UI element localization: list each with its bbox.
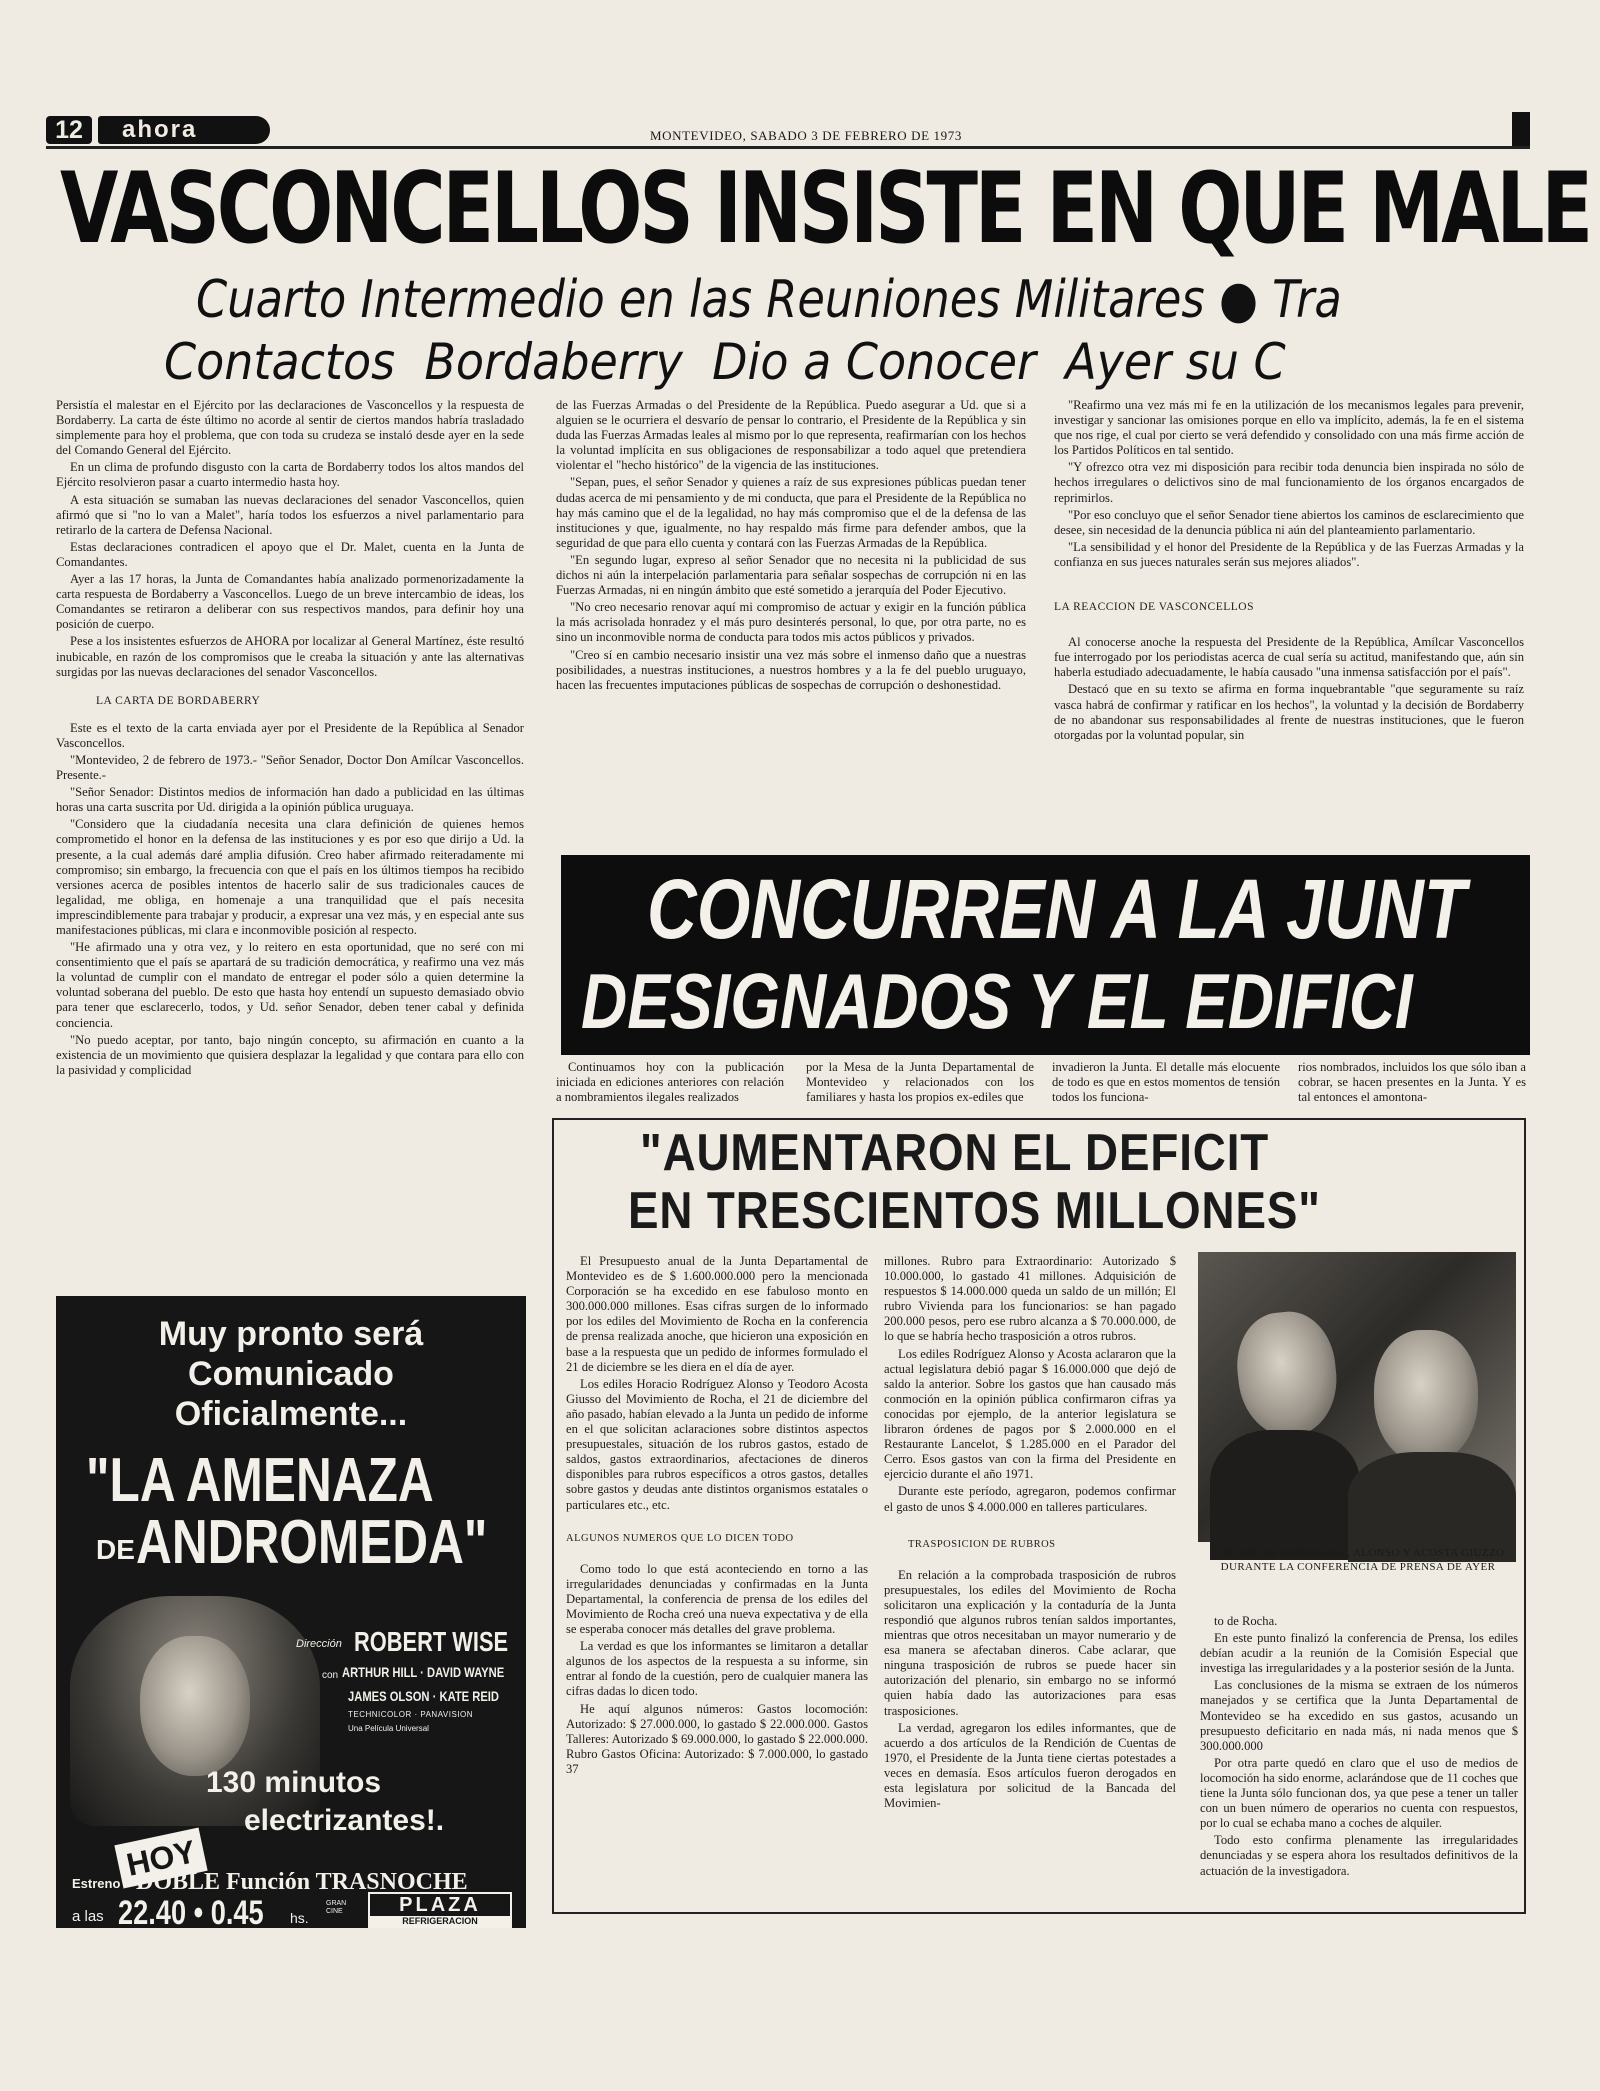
junta-banner-line1: CONCURREN A LA JUNT xyxy=(647,862,1466,956)
corner-block xyxy=(1512,112,1530,146)
carta-p4: "Considero que la ciudadanía necesita una clara definición de quienes hemos comprometido el honor en la defensa de las instituciones y es por eso que dirijo a Ud. la presente, a la cual además daré amplia difusión. Creo haber afirmado reiteradamente mi compromiso; sin embargo, la frecuencia con que el país en los últimos tiempos ha recibido versiones acerca de posibles intentos de hacerlo salir de sus tradicionales cauces de legalidad, me obliga, en homenaje a una tranquilidad que el país necesita imprescindiblemente para trabajar y producir, a expresar una vez más, y en especial ante sus manifestaciones públicas, mi clara e inconmovible posición al respecto. xyxy=(56,817,524,937)
ad-hs: hs. xyxy=(290,1910,309,1926)
ad-direccion: Dirección xyxy=(296,1638,342,1650)
article1-col2-p2: "Sepan, pues, el señor Senador y quienes a raíz de sus expresiones públicas puedan tener dudas acerca de mi pensamiento y de mi conducta, que para el Presidente de la República no hay más camino que el de la legalidad, no hay más compromiso que el de la defensa de las instituciones y que, igualmente, no hay respaldo más firme para defender ambos, que la seguridad de que para ello cuenta y contará con las Fuerzas Armadas de la República. xyxy=(556,475,1026,550)
deficit-column-1 xyxy=(566,1254,868,1904)
paper-name-box xyxy=(98,116,270,144)
carta-p1: Este es el texto de la carta enviada ayer por el Presidente de la República al Senador Vasconcellos. xyxy=(56,720,524,750)
photo-caption: LOS EDILES RODRIGUEZ, ALONSO Y ACOSTA GIUZZO DURANTE LA CONFERENCIA DE PRENSA DE AYER xyxy=(1211,1547,1505,1573)
article1-p5: Ayer a las 17 horas, la Junta de Comandantes había analizado pormenorizadamente la carta respuesta de Bordaberry a Vasconcellos. Luego de un breve intercambio de ideas, los Comandantes se retiraron a deliberar con sus respectivos mandos, para definir hoy una posición de cuerpo. xyxy=(56,572,524,632)
deficit-column-3 xyxy=(1200,1614,1518,1904)
junta-column-3: invadieron la Junta. El detalle más elocuente de todo es que en estos momentos de tensión todos los funciona- xyxy=(1052,1060,1280,1105)
deficit-col2-p2: Los ediles Rodríguez Alonso y Acosta aclararon que la actual legislatura debió pagar $ 16.000.000 que dejó de saldo la anterior. Sobre los gastos que han causado más conmoción en la opinión pública confirmaron cifras ya conocidas por ejemplo, de la anterior legislatura se libraron órdenes de pagos por $ 2.000.000 en el Restaurante Lancelot, $ 1.285.000 en el Parador del Cerro. Esos gastos van con la firma del Presidente en ejercicio durante el año 1971. xyxy=(884,1346,1176,1482)
ad-doble: DOBLE Función TRASNOCHE xyxy=(136,1869,468,1895)
ad-director: ROBERT WISE xyxy=(354,1626,509,1657)
page-number-box xyxy=(46,116,92,144)
ad-cast-con: con xyxy=(322,1670,339,1681)
article1-col3-p2: "Y ofrezco otra vez mi disposición para recibir toda denuncia bien inspirada no sólo de hechos irregulares o delictivos sino de mal funcionamiento de los órganos encargados de reprimirlos. xyxy=(1054,460,1524,505)
reaccion-p1: Al conocerse anoche la respuesta del Presidente de la República, Amílcar Vasconcellos fue interrogado por los periodistas acerca de cual sería su actitud, manifestando que, aún sin haberla estudiado adecuadamente, le había causado "una inmensa satisfacción por el país". xyxy=(1054,635,1524,680)
ad-alas: a las xyxy=(72,1908,104,1925)
article1-col2-p1: de las Fuerzas Armadas o del Presidente de la República. Puedo asegurar a Ud. que si a alguien se le ocurriera el desvarío de pensar lo contrario, el Presidente de la República y sin duda las Fuerzas Armadas leales al mismo por lo que representa, reafirmarían con los hechos la voluntad implícita en sus obligaciones de responsabilizar a todo aquel que pretendiera violentar el "hecho histórico" de la vigencia de las instituciones. xyxy=(556,398,1026,473)
deficit-title-line1: "AUMENTARON EL DEFICIT xyxy=(640,1124,1270,1182)
ad-minutos: 130 minutos xyxy=(206,1766,382,1799)
article1-col3-p4: "La sensibilidad y el honor del Presidente de la República y de las Fuerzas Armadas y la confianza en sus jueces naturales serán sus mejores aliados". xyxy=(1054,539,1524,569)
junta-column-1: Continuamos hoy con la publicación iniciada en ediciones anteriores con relación a nombramientos ilegales realizados xyxy=(556,1060,784,1105)
article1-col3-p1: "Reafirmo una vez más mi fe en la utilización de los mecanismos legales para prevenir, investigar y sancionar las omisiones porque en ello va implícito, además, la fe en el sistema que nos rige, el cual por cierto se verá defendido y consolidado con una más firme acción de los Partidos Políticos en tal sentido. xyxy=(1054,398,1524,458)
deficit-col3-p4: Por otra parte quedó en claro que el uso de medios de locomoción ha sido enorme, aclarándose que de 11 coches que tiene la Junta sólo funcionan dos, ya que pese a tener un taller con un buen número de operarios no cuenta con respuestos, por lo cual se echaba mano a coches de alquiler. xyxy=(1200,1755,1518,1831)
deficit-p1: El Presupuesto anual de la Junta Departamental de Montevideo es de $ 1.600.000.000 pero la mencionada Corporación se ha excedido en ese fabuloso monto en 300.000.000 millones. Esas cifras surgen de lo informado por los ediles del Movimiento de Rocha en la conferencia de prensa realizada anoche, que hicieron una exposición en base a la respuesta que un pedido de informes formulado el 21 de diciembre se les diera en el día de ayer. xyxy=(566,1254,868,1374)
subhead-carta: LA CARTA DE BORDABERRY xyxy=(96,694,261,707)
subhead-reaccion: LA REACCION DE VASCONCELLOS xyxy=(1054,601,1254,614)
ad-technicolor: TECHNICOLOR · PANAVISION xyxy=(348,1710,474,1719)
deficit-col3-p1: to de Rocha. xyxy=(1214,1614,1278,1628)
andromeda-movie-ad xyxy=(56,1296,526,1932)
ad-refrigeracion: REFRIGERACION xyxy=(370,1916,510,1926)
article1-col2-p5: "Creo sí en cambio necesario insistir una vez más sobre el inmenso daño que a nuestras posibilidades, a nuestras instituciones, a nuestros hombres y a la fe del pueblo uruguayo, hacen las frecuentes imputaciones públicas de sospechas de corrupción o deshonestidad. xyxy=(556,647,1026,692)
carta-p3: "Señor Senador: Distintos medios de información han dado a publicidad en las últimas horas una carta suscrita por Ud. dirigida a la opinión pública uruguaya. xyxy=(56,785,524,815)
ad-title-1: "LA AMENAZA xyxy=(86,1446,434,1515)
ad-teaser-1: Muy pronto será xyxy=(158,1315,424,1353)
reaccion-p2: Destacó que en su texto se afirma en forma inquebrantable "que seguramente su raíz vasca habrá de confirmar y ratificar en los hechos", la voluntad y la decisión de Bordaberry de no abandonar sus responsabilidades al frente de nuestras instituciones, que le fueron otorgadas por la voluntad popular, sin xyxy=(1054,682,1524,742)
article1-p6: Pese a los insistentes esfuerzos de AHORA por localizar al General Martínez, éste resultó inubicable, en razón de los compromisos que le creaba la situación y ante las alternativas surgidas por las nuevas declaraciones del senador Vasconcellos. xyxy=(56,634,524,679)
numeros-p1: Como todo lo que está aconteciendo en torno a las irregularidades denunciadas y confirmadas en la Junta Departamental, la conferencia de prensa de los ediles del Movimiento de Rocha creó una nueva expectativa y de ella se esperaba conocer más detalles del grave problema. xyxy=(566,1561,868,1637)
carta-p6: "No puedo aceptar, por tanto, bajo ningún concepto, su afirmación en cuanto a la existencia de un movimiento que quisiera desplazar la legalidad y que contara para ello con la pasividad y complicidad xyxy=(56,1032,524,1077)
deficit-col3-p5: Todo esto confirma plenamente las irregularidades denunciadas y se espera ahora los resultados definitivos de la actuación de la investigadora. xyxy=(1200,1833,1518,1878)
deficit-col3-p3: Las conclusiones de la misma se extraen de los números manejados y se certifica que la Junta Departamental de Montevideo se ha excedido en sus gastos, acusando un presupuesto deficitario en nada más, ni nada menos que $ 300.000.000 xyxy=(1200,1678,1518,1753)
deficit-title-line2: EN TRESCIENTOS MILLONES" xyxy=(628,1182,1321,1240)
ad-cine-name: PLAZA xyxy=(399,1894,481,1916)
article1-col2-p4: "No creo necesario renovar aquí mi compromiso de actuar y exigir en la función pública la más acrisolada honradez y el más puro desinterés personal, lo que, por otra parte, no es sino un inconmovible norma de conducta para todos mis actos públicos y privados. xyxy=(556,600,1026,645)
headline-sub-1: Cuarto Intermedio en las Reuniones Militares ● Tra xyxy=(196,270,1342,330)
article1-column-2 xyxy=(556,398,1026,850)
junta-column-2: por la Mesa de la Junta Departamental de Montevideo y relacionados con los familiares y hasta los propios ex-ediles que xyxy=(806,1060,1034,1105)
article1-p1: Persistía el malestar en el Ejército por las declaraciones de Vasconcellos y la respuesta de Bordaberry. La carta de éste último no acorde al sentir de ciertos mandos habría trasladado simplemente para hoy el problema, que con toda su crudeza se instaló desde ayer en la sede del Comando General del Ejército. xyxy=(56,398,524,458)
numeros-p3: He aquí algunos números: Gastos locomoción: Autorizado: $ 27.000.000, lo gastado $ 22.000.000. Gastos Talleres: Autorizado $ 69.000.000, lo gastado $ 22.000.000. Rubro Gastos Oficina: Autorizado: $ 7.000.000, lo gastado 37 xyxy=(566,1701,868,1776)
ad-cast-1: ARTHUR HILL · DAVID WAYNE xyxy=(342,1664,505,1680)
deficit-p2: Los ediles Horacio Rodríguez Alonso y Teodoro Acosta Giusso del Movimiento de Rocha, el 21 de diciembre del año pasado, habían elevado a la Junta un pedido de informe en el que solicitan aclaraciones sobre distintos aspectos presupuestales, situación de los rubros gastos, estado de saldos, gastos extraordinarios, afectaciones de dineros disponibles para rubros específicos a otros gastos, detalles sobre gastos y deudas ante distintos organismos estatales o particulares etc., etc. xyxy=(566,1376,868,1512)
junta-banner xyxy=(561,855,1530,1055)
article1-p2: En un clima de profundo disgusto con la carta de Bordaberry todos los altos mandos del Ejército resolvieron pasar a cuarto intermedio hasta hoy. xyxy=(56,460,524,490)
main-headline: VASCONCELLOS INSISTE EN QUE MALE xyxy=(60,152,1590,266)
ad-hoy: HOY xyxy=(123,1833,199,1883)
junta-banner-line2: DESIGNADOS Y EL EDIFICI xyxy=(581,957,1413,1045)
carta-p5: "He afirmado una y otra vez, y lo reitero en esta oportunidad, que no seré con mi consentimiento que el país se apartará de su tradición democrática, y reafirmo una vez más la voluntad de cumplir con el mandato de entregar el poder sólo a quien determine la voluntad soberana del pueblo. De esto que hasta hoy entendí un supuesto demasiado obvio para tener que esclarecerlo, todos, y Ud. señor Senador, deben tener cabal y definida conciencia. xyxy=(56,940,524,1030)
deficit-column-2 xyxy=(884,1254,1176,1904)
numeros-p2: La verdad es que los informantes se limitaron a detallar algunos de los aspectos de la respuesta a su informe, sin entrar al fondo de la cuestión, pero de cualquier manera las cifras dadas lo dicen todo. xyxy=(566,1639,868,1699)
deficit-col3-p2: En este punto finalizó la conferencia de Prensa, los ediles debían acudir a la reunión de la Comisión Especial que investiga las irregularidades y a la posterior sesión de la Junta. xyxy=(1200,1631,1518,1676)
article1-p4: Estas declaraciones contradicen el apoyo que el Dr. Malet, cuenta en la Junta de Comandantes. xyxy=(56,539,524,569)
ad-teaser-3: Oficialmente... xyxy=(174,1395,408,1433)
headline-sub-2: Contactos Bordaberry Dio a Conocer Ayer su C xyxy=(164,333,1286,391)
carta-p2: "Montevideo, 2 de febrero de 1973.- "Señor Senador, Doctor Don Amílcar Vasconcellos. Presente.- xyxy=(56,752,524,783)
deficit-col2-p3: Durante este período, agregaron, podemos confirmar el gasto de unos $ 4.000.000 en talleres particulares. xyxy=(884,1484,1176,1514)
trasposicion-p2: La verdad, agregaron los ediles informantes, que de acuerdo a dos artículos de la Rendición de Cuentas de 1970, el Presidente de la Junta tiene ciertas potestades a veces en demasía. Esos artículos fueron derogados en esta legislatura por solicitud de la Bancada del Movimien- xyxy=(884,1720,1176,1811)
subhead-trasposicion: TRASPOSICION DE RUBROS xyxy=(908,1538,1056,1550)
edil-face-right xyxy=(1374,1330,1478,1464)
masthead-rule xyxy=(46,146,1530,149)
edil-face-left xyxy=(1232,1307,1342,1441)
ediles-photo xyxy=(1198,1252,1516,1542)
ad-universal: Una Película Universal xyxy=(348,1724,429,1733)
ad-horas: 22.40 • 0.45 xyxy=(118,1894,264,1932)
ad-title-2: ANDROMEDA" xyxy=(136,1508,488,1577)
ad-actor-face xyxy=(140,1636,250,1776)
dateline: MONTEVIDEO, SABADO 3 DE FEBRERO DE 1973 xyxy=(650,128,962,143)
junta-column-4: rios nombrados, incluidos los que sólo iban a cobrar, se hacen presentes en la Junta. Y es tal entonces el amontona- xyxy=(1298,1060,1526,1105)
article1-p3: A esta situación se sumaban las nuevas declaraciones del senador Vasconcellos, quien afirmó que si "no lo van a Malet", haría todos los esfuerzos a nivel parlamentario para retirarlo de la cartera de Defensa Nacional. xyxy=(56,492,524,537)
subhead-numeros: ALGUNOS NUMEROS QUE LO DICEN TODO xyxy=(566,1532,794,1544)
article1-col2-p3: "En segundo lugar, expreso al señor Senador que no necesita ni la publicidad de sus dichos ni aún la interpelación parlamentaria para señalar sospechas de corrupción ni en las Fuerzas Armadas, ni en ningún ámbito que esté sometido a jerarquía del Poder Ejecutivo. xyxy=(556,552,1026,598)
ad-teaser-2: Comunicado xyxy=(188,1355,394,1393)
trasposicion-p1: En relación a la comprobada trasposición de rubros presupuestales, los ediles del Movimiento de Rocha solicitaron una explicación y la contaduría de la Junta respondió que algunos rubros tenían saldos importantes, mientras que otros necesitaban un mayor numerario y de esa manera se afectaban dineros. Cabe aclarar, que ninguna trasposición de rubros se puede hacer sin autorización del plenario, sin embargo no se informó quien había dado las autorizaciones para esas trasposiciones. xyxy=(884,1567,1176,1718)
article1-col3-p3: "Por eso concluyo que el señor Senador tiene abiertos los caminos de esclarecimiento que desee, sin necesidad de la denuncia pública ni aún del planteamiento parlamentario. xyxy=(1054,507,1524,537)
ad-gran-cine: GRAN CINE xyxy=(326,1900,347,1915)
ad-cine-box xyxy=(368,1892,512,1928)
article1-column-3 xyxy=(1054,398,1524,850)
ad-cast-2: JAMES OLSON · KATE REID xyxy=(348,1688,500,1704)
ad-electrizantes: electrizantes!. xyxy=(244,1804,445,1837)
ad-estreno: Estreno xyxy=(72,1876,121,1891)
deficit-col2-p1: millones. Rubro para Extraordinario: Autorizado $ 10.000.000, lo gastado 41 millones. Adquisición de respuestos $ 14.000.000 queda un saldo de un millón; El rubro Vivienda para los funcionarios: se han pagado 200.000 pesos, pero ese rubro alcanza a $ 70.000.000, de lo que se habría hecho trasposición a otros rubros. xyxy=(884,1254,1176,1344)
ad-title-2-prefix: DE xyxy=(96,1534,135,1565)
paper-name: ahora xyxy=(122,116,198,143)
page-number: 12 xyxy=(55,116,83,144)
edil-body-left xyxy=(1210,1430,1360,1560)
article1-column-1 xyxy=(56,398,524,1258)
